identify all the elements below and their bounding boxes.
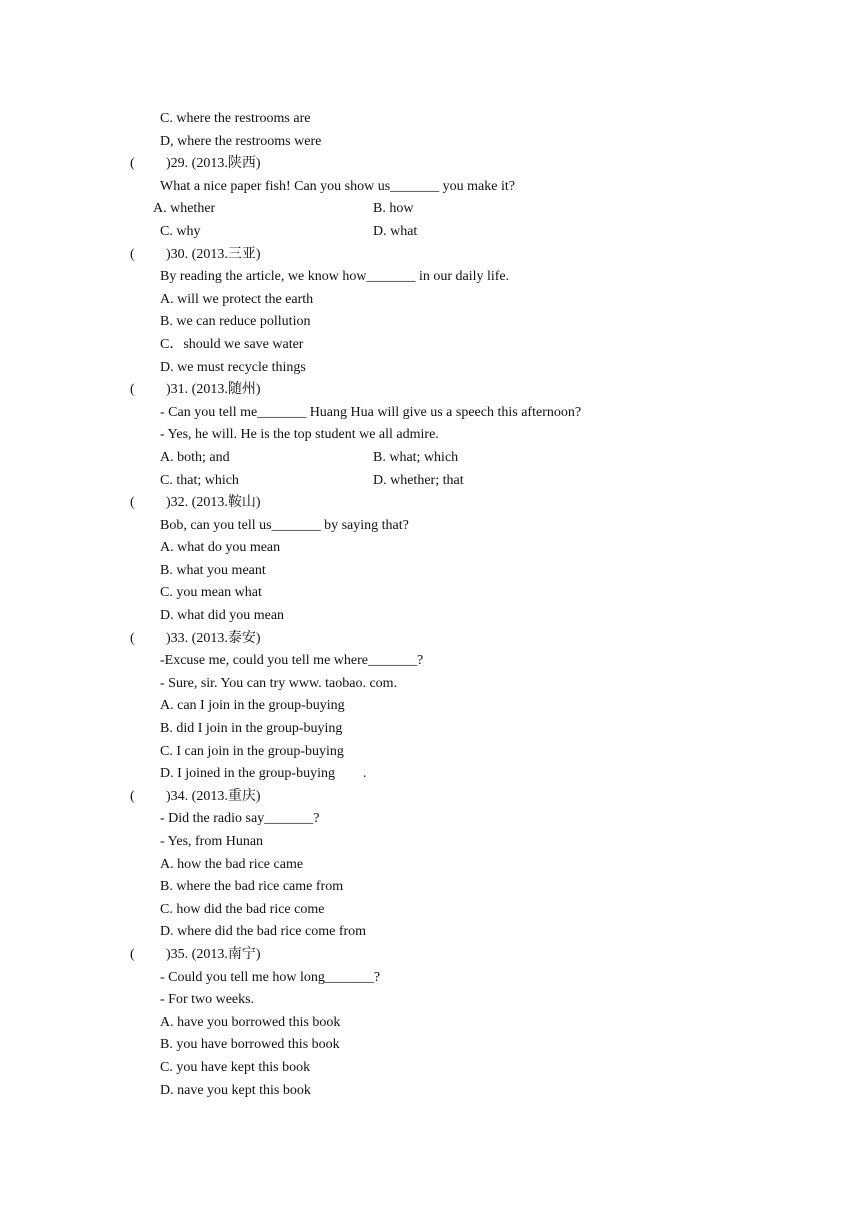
q34-dialog-line1: - Did the radio say_______? [160, 811, 320, 827]
q29-option-d: D. what [373, 223, 418, 239]
q34-dialog-line2: - Yes, from Hunan [160, 834, 264, 849]
answer-blank-paren: ( [130, 630, 135, 646]
question-number-source: )35. (2013.南宁) [166, 946, 261, 962]
q32-header [0, 492, 860, 515]
q32-option-c: C. you mean what [160, 585, 262, 601]
question-number-source: )30. (2013.三亚) [166, 246, 261, 262]
q30-stem: By reading the article, we know how_______ in our daily life. [160, 269, 510, 285]
q35-header [0, 944, 860, 967]
q33-dialog-line1: -Excuse me, could you tell me where_______? [160, 653, 424, 669]
q34-option-b: B. where the bad rice came from [160, 879, 344, 895]
q29-option-a: A. whether [153, 201, 216, 217]
answer-blank-paren: ( [130, 156, 135, 172]
question-number-source: )29. (2013.陕西) [166, 156, 261, 172]
q35-dialog-line2: - For two weeks. [160, 992, 255, 1008]
q30-option-d: D. we must recycle things [160, 359, 306, 375]
q33-option-a: A. can I join in the group-buying [160, 698, 345, 714]
q34-option-c: C. how did the bad rice come [160, 901, 325, 917]
q33-header [0, 628, 860, 651]
q29-stem: What a nice paper fish! Can you show us_______ you make it? [160, 178, 515, 194]
q35-option-d: D. nave you kept this book [160, 1082, 311, 1098]
q30-header [0, 244, 860, 267]
worksheet-page [0, 108, 860, 1102]
question-number-source: )31. (2013.随州) [166, 382, 261, 398]
q32-stem: Bob, can you tell us_______ by saying that? [160, 517, 409, 533]
q31-option-b: B. what; which [373, 449, 459, 465]
q29-option-c: C. why [160, 223, 201, 239]
q35-dialog-line1: - Could you tell me how long_______? [160, 969, 381, 985]
question-number-source: )34. (2013.重庆) [166, 788, 261, 804]
q34-header [0, 786, 860, 809]
q33-option-b: B. did I join in the group-buying [160, 721, 343, 737]
trailing-dot: . [362, 766, 367, 782]
q29-option-b: B. how [373, 201, 414, 217]
answer-blank-paren: ( [130, 495, 135, 511]
answer-blank-paren: ( [130, 788, 135, 804]
q33-option-c: C. I can join in the group-buying [160, 743, 344, 759]
q33-dialog-line2: - Sure, sir. You can try www. taobao. com. [160, 675, 398, 691]
q32-option-b: B. what you meant [160, 562, 266, 578]
q31-dialog-line2: - Yes, he will. He is the top student we all admire. [160, 427, 439, 443]
q29-header [0, 153, 860, 176]
q31-dialog-line1: - Can you tell me_______ Huang Hua will give us a speech this afternoon? [160, 404, 582, 420]
q29-options-row2 [0, 221, 860, 244]
q35-option-c: C. you have kept this book [160, 1059, 311, 1075]
question-number-source: )33. (2013.泰安) [166, 630, 261, 646]
q34-option-a: A. how the bad rice came [160, 856, 304, 872]
q35-option-a: A. have you borrowed this book [160, 1014, 341, 1030]
q29-options-row1 [0, 198, 860, 221]
question-number-source: )32. (2013.鞍山) [166, 495, 261, 511]
q30-option-a: A. will we protect the earth [160, 291, 314, 307]
q33-option-d: D. I joined in the group-buying [160, 766, 335, 782]
q28-option-c: C. where the restrooms are [160, 111, 311, 126]
q31-options-row1 [0, 447, 860, 470]
q32-option-d: D. what did you mean [160, 608, 285, 624]
q30-option-c: C．should we save water [160, 336, 304, 352]
q31-header [0, 379, 860, 402]
q32-option-a: A. what do you mean [160, 540, 281, 556]
q31-option-a: A. both; and [160, 449, 230, 465]
q31-option-c: C. that; which [160, 472, 239, 488]
answer-blank-paren: ( [130, 382, 135, 398]
answer-blank-paren: ( [130, 246, 135, 262]
q31-option-d: D. whether; that [373, 472, 464, 488]
answer-blank-paren: ( [130, 946, 135, 962]
q28-option-d: D, where the restrooms were [160, 133, 322, 149]
q31-options-row2 [0, 470, 860, 493]
q33-option-d-row [0, 763, 860, 786]
q35-option-b: B. you have borrowed this book [160, 1037, 340, 1053]
q30-option-b: B. we can reduce pollution [160, 314, 311, 330]
q34-option-d: D. where did the bad rice come from [160, 924, 367, 940]
